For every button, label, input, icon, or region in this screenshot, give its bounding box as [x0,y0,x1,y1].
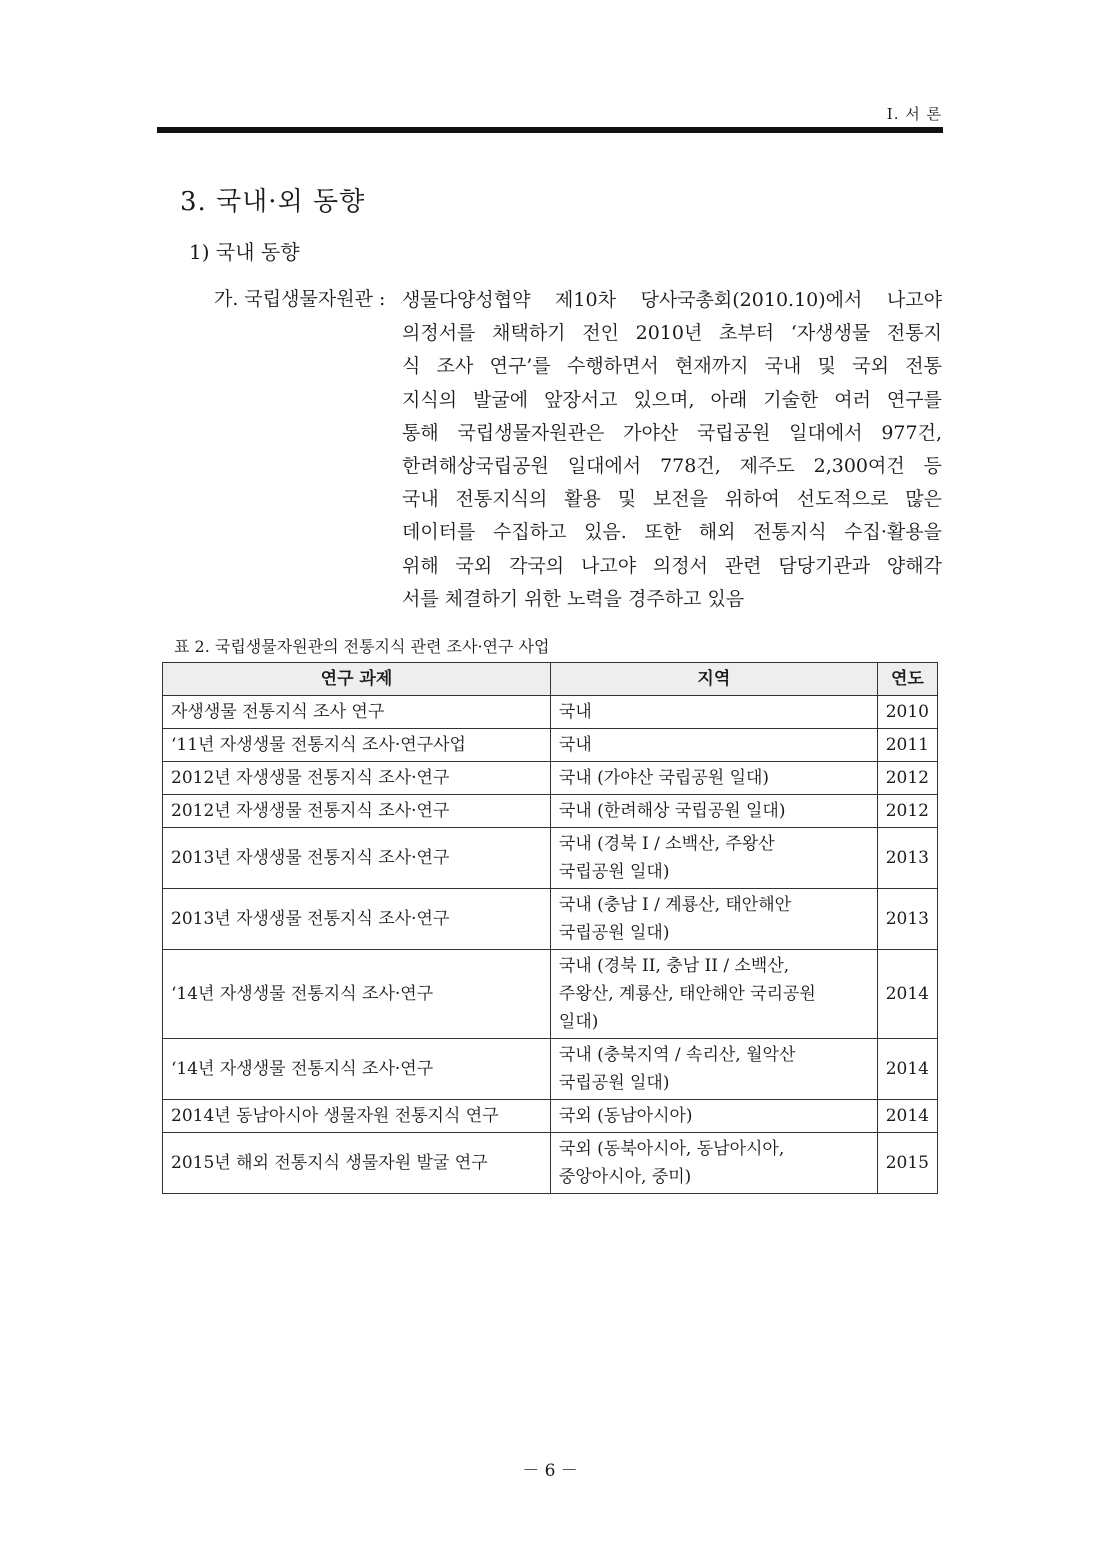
region-line: 국내 (가야산 국립공원 일대) [558,768,770,788]
region-line: 국립공원 일대) [558,862,670,882]
region-line: 국내 (한려해상 국립공원 일대) [558,801,786,821]
year-cell: 2014 [877,1039,937,1100]
region-line: 국립공원 일대) [558,923,670,943]
region-cell [550,762,877,795]
region-line: 국내 (경북 II, 충남 II / 소백산, [558,956,790,976]
subsection-title: 1) 국내 동향 [189,240,300,264]
year-cell: 2015 [877,1133,937,1194]
paragraph-line: 데이터를 수집하고 있음. 또한 해외 전통지식 수집·활용을 [402,521,942,544]
region-cell [550,729,877,762]
region-line: 국립공원 일대) [558,1073,670,1093]
column-header-project: 연구 과제 [163,663,551,696]
table-row [163,729,938,762]
table-row [163,762,938,795]
region-line: 주왕산, 계룡산, 태안해안 국리공원 [558,984,816,1004]
region-line: 국외 (동북아시아, 동남아시아, [558,1139,785,1159]
project-cell: ‘14년 자생생물 전통지식 조사·연구 [163,1039,551,1100]
project-cell: 2013년 자생생물 전통지식 조사·연구 [163,889,551,950]
table-row [163,1133,938,1194]
region-cell [550,795,877,828]
paragraph-line: 지식의 발굴에 앞장서고 있으며, 아래 기술한 여러 연구를 [402,388,942,411]
column-header-year: 연도 [877,663,937,696]
paragraph-line: 의정서를 채택하기 전인 2010년 초부터 ‘자생생물 전통지 [402,322,942,345]
paragraph-line: 통해 국립생물자원관은 가야산 국립공원 일대에서 977건, [402,421,942,444]
year-cell: 2013 [877,828,937,889]
paragraph-body [402,284,942,616]
column-header-region: 지역 [550,663,877,696]
paragraph-line: 생물다양성협약 제10차 당사국총회(2010.10)에서 나고야 [402,289,942,311]
year-cell: 2012 [877,795,937,828]
paragraph-label: 가. 국립생물자원관 : [214,288,386,310]
project-cell: 2013년 자생생물 전통지식 조사·연구 [163,828,551,889]
section-title: 3. 국내·외 동향 [180,187,366,217]
region-cell [550,696,877,729]
chapter-header: I. 서 론 [886,105,942,123]
project-cell: 2015년 해외 전통지식 생물자원 발굴 연구 [163,1133,551,1194]
table-row [163,795,938,828]
header-rule [157,127,943,133]
region-cell [550,1133,877,1194]
region-line: 국내 (경북 I / 소백산, 주왕산 [558,834,775,854]
table-row [163,889,938,950]
region-line: 국내 [558,735,592,755]
paragraph-line: 한려해상국립공원 일대에서 778건, 제주도 2,300여건 등 [402,455,942,478]
region-cell [550,1100,877,1133]
region-cell [550,828,877,889]
region-line: 일대) [558,1012,599,1032]
project-cell: 2012년 자생생물 전통지식 조사·연구 [163,795,551,828]
page-number: － 6 － [522,1461,578,1481]
paragraph-line: 식 조사 연구’를 수행하면서 현재까지 국내 및 국외 전통 [402,355,942,378]
region-cell [550,1039,877,1100]
paragraph-line: 국내 전통지식의 활용 및 보전을 위하여 선도적으로 많은 [402,488,942,511]
year-cell: 2010 [877,696,937,729]
region-line: 국내 (충북지역 / 속리산, 월악산 [558,1045,796,1065]
region-line: 중앙아시아, 중미) [558,1167,692,1187]
region-line: 국외 (동남아시아) [558,1106,693,1126]
region-cell [550,950,877,1039]
region-line: 국내 [558,702,592,722]
year-cell: 2011 [877,729,937,762]
project-cell: ‘14년 자생생물 전통지식 조사·연구 [163,950,551,1039]
table-row [163,828,938,889]
region-line: 국내 (충남 I / 계룡산, 태안해안 [558,895,792,915]
project-cell: 2014년 동남아시아 생물자원 전통지식 연구 [163,1100,551,1133]
research-projects-table [162,662,938,1194]
project-cell: ‘11년 자생생물 전통지식 조사·연구사업 [163,729,551,762]
year-cell: 2012 [877,762,937,795]
project-cell: 2012년 자생생물 전통지식 조사·연구 [163,762,551,795]
project-cell: 자생생물 전통지식 조사 연구 [163,696,551,729]
year-cell: 2014 [877,1100,937,1133]
table-row [163,1100,938,1133]
table-row [163,950,938,1039]
region-cell [550,889,877,950]
table-row [163,1039,938,1100]
paragraph-line: 서를 체결하기 위한 노력을 경주하고 있음 [402,587,745,610]
table-header-row [163,663,938,696]
table-row [163,696,938,729]
table-caption: 표 2. 국립생물자원관의 전통지식 관련 조사·연구 사업 [174,637,550,656]
year-cell: 2014 [877,950,937,1039]
year-cell: 2013 [877,889,937,950]
paragraph-line: 위해 국외 각국의 나고야 의정서 관련 담당기관과 양해각 [402,554,942,577]
